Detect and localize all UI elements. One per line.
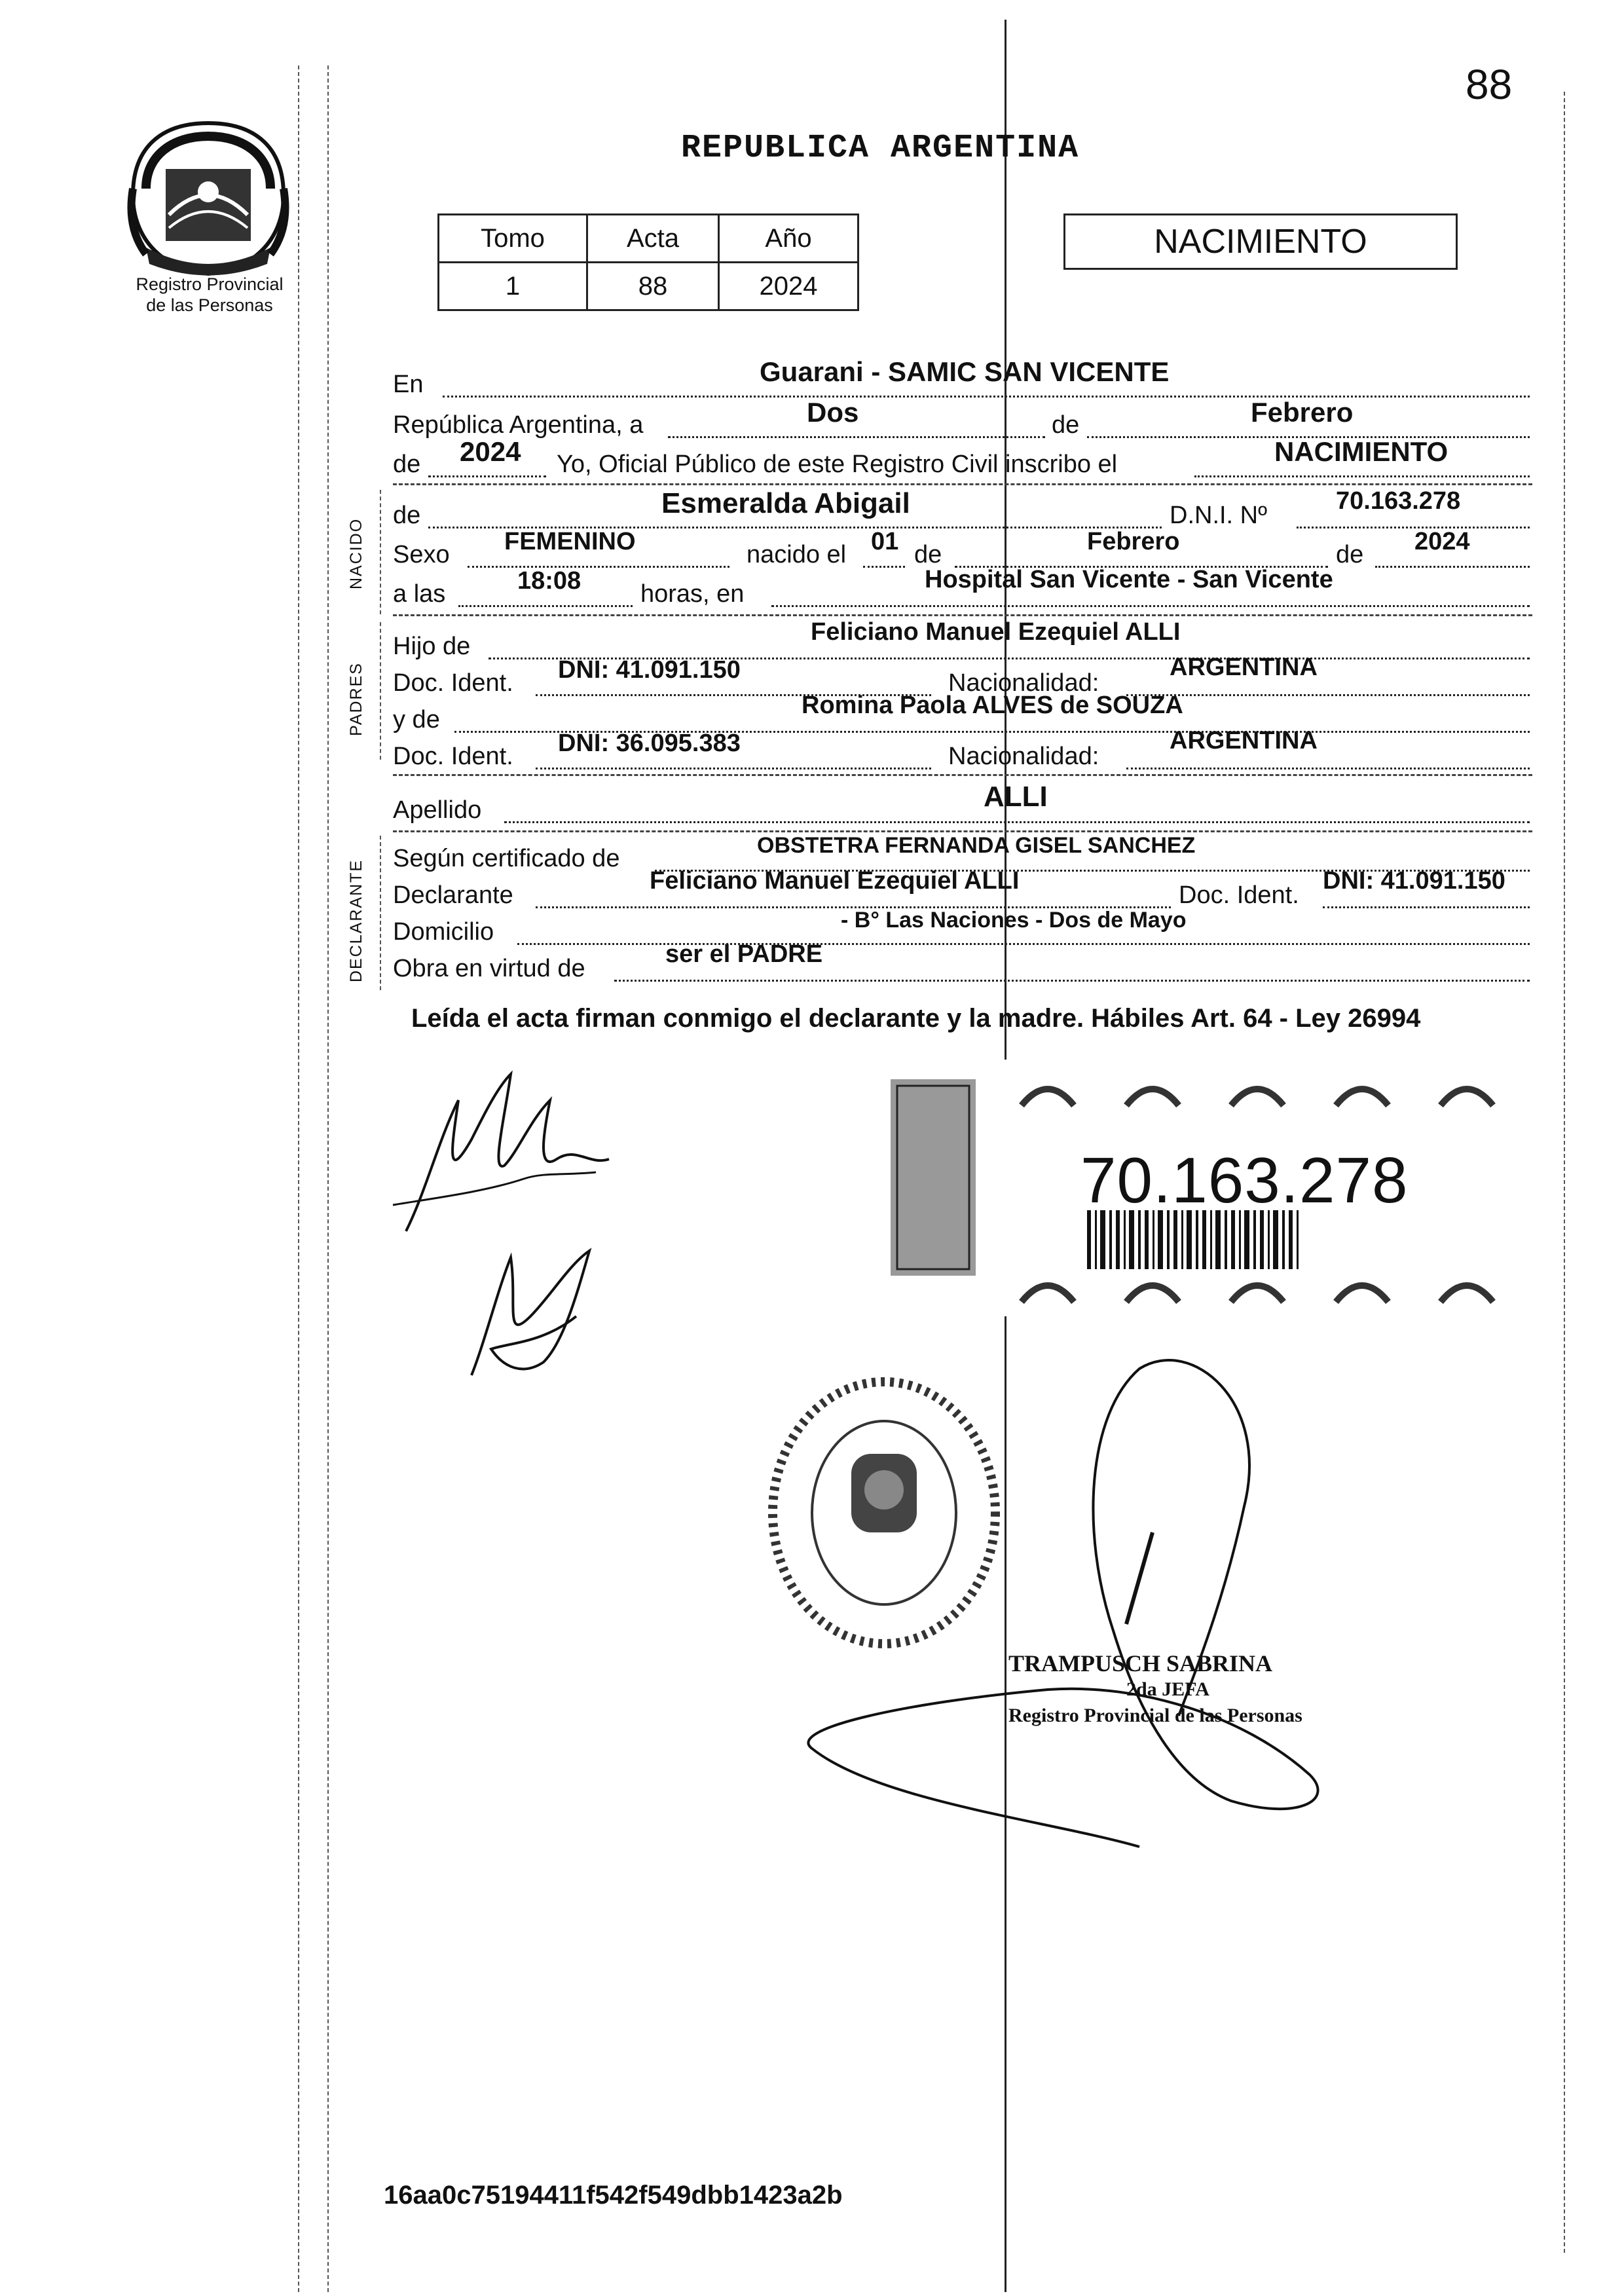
official-office: Registro Provincial de las Personas [1008,1705,1302,1726]
value-ano: 2024 [719,263,858,310]
dotted-line [1126,694,1530,696]
separator [393,483,1532,485]
yo-label: Yo, Oficial Público de este Registro Civil inscribo el [557,451,1118,478]
mother-nat-value: ARGENTINA [1170,727,1318,754]
time-value: 18:08 [517,567,581,595]
dotted-line [1323,906,1530,908]
obra-value: ser el PADRE [665,940,823,968]
decl-doc-value: DNI: 41.091.150 [1323,867,1505,895]
inscribe-value: NACIMIENTO [1274,436,1449,467]
de-label: de [1052,411,1080,439]
dotted-line [1126,768,1530,769]
dni-value: 70.163.278 [1336,487,1461,515]
dotted-line [614,980,1530,982]
yde-label: y de [393,706,440,733]
margin-line-right [1564,92,1565,2253]
logo-caption-line1: Registro Provincial [136,274,284,294]
dotted-line [1297,527,1530,528]
dotted-line [443,396,1530,398]
apellido-label: Apellido [393,796,482,824]
legend-text: Leída el acta firman conmigo el declarante y la madre. Hábiles Art. 64 - Ley 26994 [411,1004,1421,1033]
cert-label: Según certificado de [393,845,620,872]
name-value: Esmeralda Abigail [661,487,910,519]
cert-value: OBSTETRA FERNANDA GISEL SANCHEZ [757,833,1196,858]
day-value: Dos [807,397,859,428]
de-label-3: de [1336,541,1364,568]
birth-month-value: Febrero [1087,528,1180,555]
margin-line-left-2 [327,65,329,2292]
dotted-line [771,605,1530,607]
en-label: En [393,371,424,398]
margin-line-left [298,65,299,2292]
declarante-section-label: DECLARANTE [347,859,365,982]
page-number: 88 [1466,61,1513,108]
header-ano: Año [719,215,858,263]
alas-label: a las [393,580,446,608]
mother-nat-label: Nacionalidad: [948,743,1099,770]
separator [393,830,1532,832]
birth-year-value: 2024 [1414,528,1470,555]
hijo-label: Hijo de [393,633,471,660]
sexo-value: FEMENINO [504,528,636,555]
place-value: Hospital San Vicente - San Vicente [925,566,1333,593]
father-doc-label: Doc. Ident. [393,669,513,697]
dotted-line [458,605,633,607]
father-nat-value: ARGENTINA [1170,654,1318,681]
month-value: Febrero [1251,397,1354,428]
dni-label: D.N.I. Nº [1170,502,1267,529]
record-type-box: NACIMIENTO [1063,213,1458,270]
dotted-line [863,566,905,568]
nacido-de-label: de [393,502,421,529]
father-nat-label: Nacionalidad: [948,669,1099,697]
header-tomo: Tomo [439,215,587,263]
decl-value: Feliciano Manuel Ezequiel ALLI [650,867,1020,895]
separator [393,614,1532,616]
dotted-line [668,436,1045,438]
dotted-line [536,768,931,769]
dom-label: Domicilio [393,918,494,946]
year-value: 2024 [460,436,521,467]
dom-value: - B° Las Naciones - Dos de Mayo [841,908,1187,933]
dotted-line [504,821,1530,823]
logo-caption [111,274,308,316]
record-table [437,213,859,311]
section-bar [380,490,381,614]
de-label-2: de [914,541,942,568]
father-value: Feliciano Manuel Ezequiel ALLI [811,618,1181,646]
dotted-line [1375,566,1530,568]
logo-caption-line2: de las Personas [146,295,273,315]
misiones-seal-logo [120,117,297,280]
section-bar [380,622,381,760]
document-title: REPUBLICA ARGENTINA [681,130,1080,167]
nacido-section-label: NACIDO [347,517,365,589]
official-role: 2da JEFA [1126,1678,1209,1700]
separator [393,774,1532,776]
nacido-el-label: nacido el [747,541,847,568]
en-value: Guarani - SAMIC SAN VICENTE [760,356,1170,387]
dotted-line [468,566,729,568]
horas-label: horas, en [640,580,745,608]
republica-label: República Argentina, a [393,411,644,439]
dotted-line [428,475,546,477]
birth-day-value: 01 [871,528,899,555]
official-stamp [1008,1650,1302,1729]
declarant-signature [380,1061,642,1257]
de2-label: de [393,451,421,478]
decl-label: Declarante [393,881,513,909]
mother-value: Romina Paola ALVES de SOUZA [802,692,1183,719]
sticker-number: 70.163.278 [1080,1144,1409,1216]
value-acta: 88 [587,263,719,310]
mother-doc-value: DNI: 36.095.383 [558,730,741,757]
padres-section-label: PADRES [347,662,365,736]
dotted-line [1194,475,1530,477]
sexo-label: Sexo [393,541,450,568]
decl-doc-label: Doc. Ident. [1179,881,1299,909]
apellido-value: ALLI [984,781,1048,813]
document-hash: 16aa0c75194411f542f549dbb1423a2b [384,2181,843,2210]
official-signature [773,1349,1362,1873]
official-name: TRAMPUSCH SABRINA [1008,1650,1273,1676]
mother-doc-label: Doc. Ident. [393,743,513,770]
father-doc-value: DNI: 41.091.150 [558,656,741,684]
section-bar [380,836,381,990]
mother-signature [445,1244,629,1395]
value-tomo: 1 [439,263,587,310]
header-acta: Acta [587,215,719,263]
obra-label: Obra en virtud de [393,955,585,982]
